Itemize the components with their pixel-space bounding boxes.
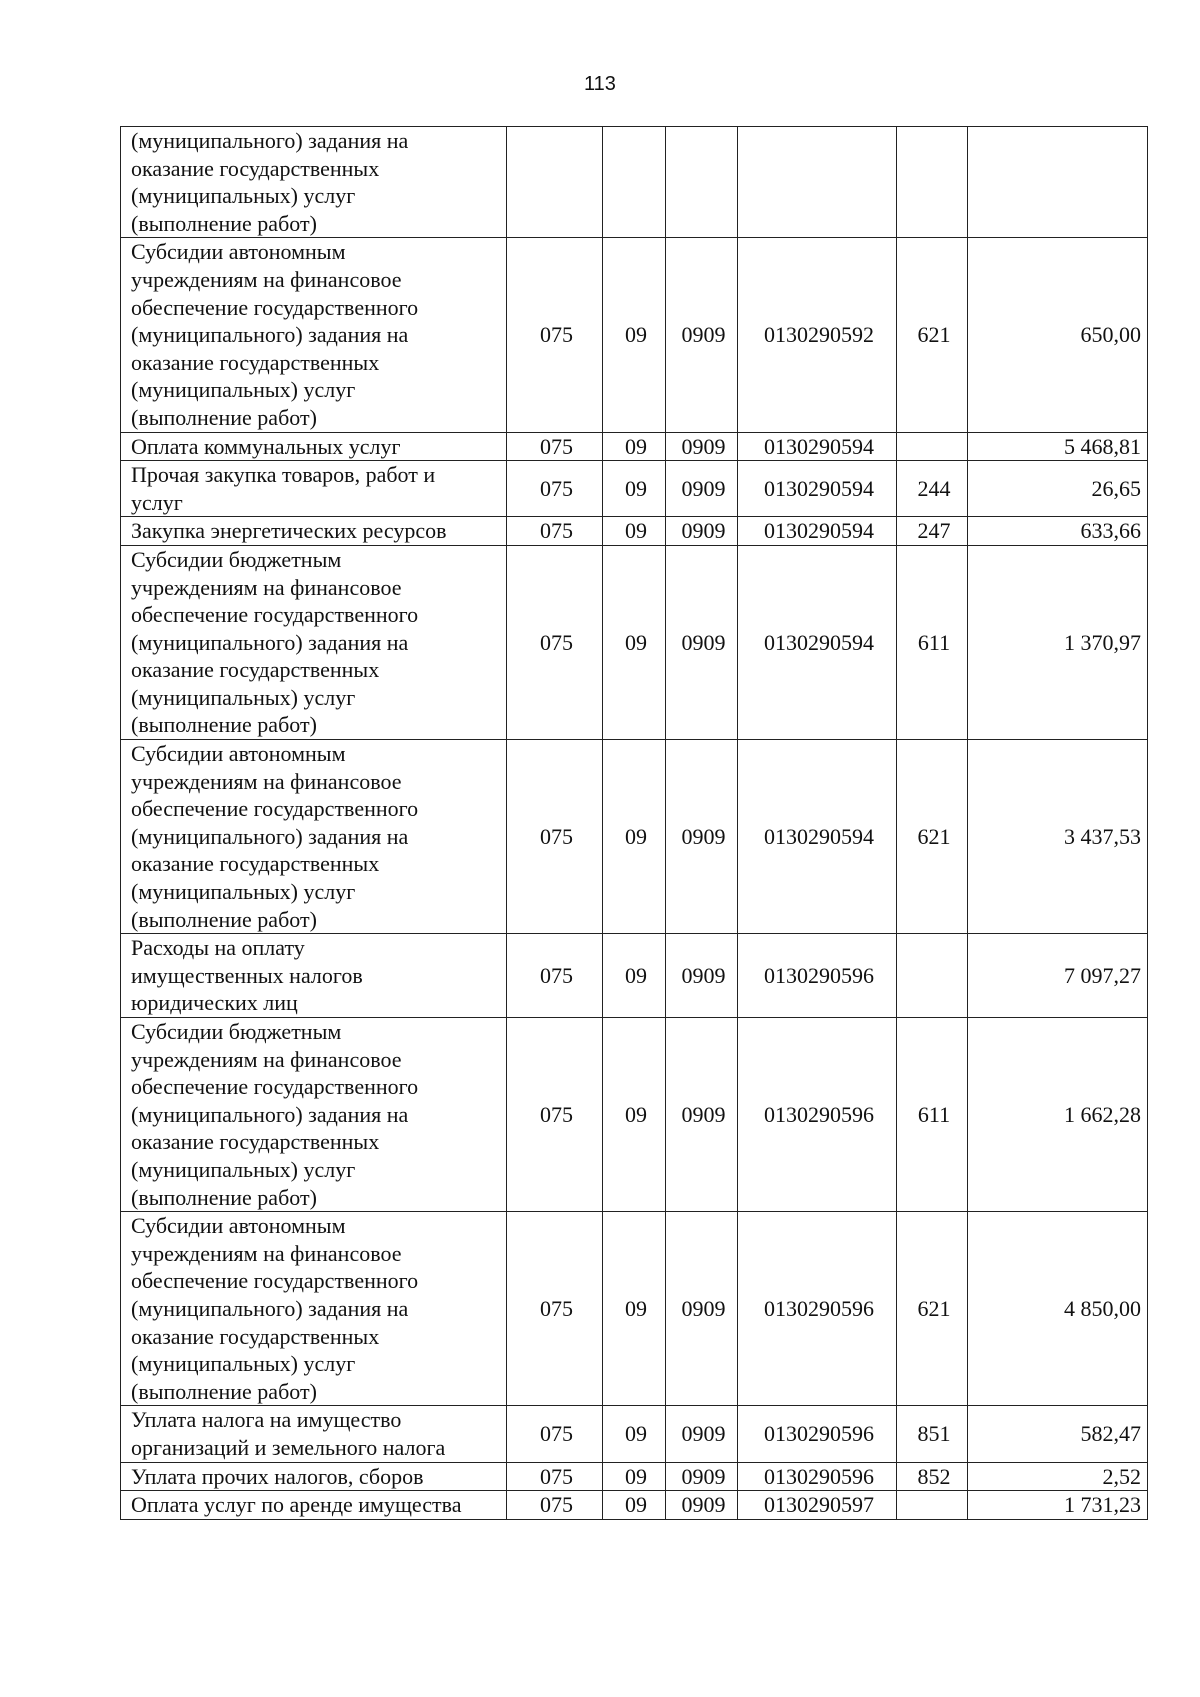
section-code-cell [603, 127, 666, 238]
admin-code-cell: 075 [507, 1406, 603, 1462]
table-row [121, 238, 1148, 432]
expense-kind-cell [897, 1491, 968, 1520]
amount-cell: 26,65 [968, 461, 1148, 517]
amount-cell: 3 437,53 [968, 740, 1148, 934]
section-code-cell: 09 [603, 934, 666, 1018]
table-row [121, 1462, 1148, 1491]
expense-kind-cell: 611 [897, 1018, 968, 1212]
expense-name: Уплата прочих налогов, сборов [131, 1463, 424, 1489]
expense-name: Оплата коммунальных услуг [131, 433, 401, 459]
subsection-code-cell: 0909 [666, 1406, 738, 1462]
target-article-cell: 0130290597 [738, 1491, 897, 1520]
subsection-code-cell: 0909 [666, 545, 738, 739]
target-article-cell: 0130290594 [738, 432, 897, 461]
section-code-cell: 09 [603, 238, 666, 432]
table-row [121, 461, 1148, 517]
expense-name-cell [121, 1406, 507, 1462]
subsection-code-cell: 0909 [666, 934, 738, 1018]
expense-name: Субсидии бюджетным учреждениям на финансовое обеспечение государственного (муниципального) задания на оказание государственных (муниципальных) услуг (выполнение работ) [131, 1019, 419, 1210]
expense-name-cell [121, 934, 507, 1018]
subsection-code-cell: 0909 [666, 432, 738, 461]
budget-table [120, 126, 1148, 1520]
target-article-cell: 0130290596 [738, 1018, 897, 1212]
expense-name: (муниципального) задания на оказание государственных (муниципальных) услуг (выполнение работ) [131, 128, 409, 236]
subsection-code-cell: 0909 [666, 238, 738, 432]
target-article-cell: 0130290594 [738, 740, 897, 934]
amount-cell: 1 662,28 [968, 1018, 1148, 1212]
subsection-code-cell: 0909 [666, 740, 738, 934]
admin-code-cell [507, 127, 603, 238]
expense-kind-cell [897, 432, 968, 461]
amount-cell: 1 370,97 [968, 545, 1148, 739]
table-row [121, 1212, 1148, 1406]
budget-table-body [121, 127, 1148, 1520]
amount-cell: 650,00 [968, 238, 1148, 432]
expense-name-cell [121, 432, 507, 461]
target-article-cell: 0130290596 [738, 1406, 897, 1462]
admin-code-cell: 075 [507, 545, 603, 739]
section-code-cell: 09 [603, 517, 666, 546]
target-article-cell: 0130290596 [738, 1212, 897, 1406]
expense-name-cell [121, 127, 507, 238]
admin-code-cell: 075 [507, 517, 603, 546]
section-code-cell: 09 [603, 740, 666, 934]
section-code-cell: 09 [603, 1491, 666, 1520]
target-article-cell: 0130290594 [738, 461, 897, 517]
subsection-code-cell: 0909 [666, 461, 738, 517]
expense-kind-cell [897, 934, 968, 1018]
admin-code-cell: 075 [507, 432, 603, 461]
expense-name-cell [121, 1491, 507, 1520]
admin-code-cell: 075 [507, 238, 603, 432]
expense-kind-cell: 621 [897, 238, 968, 432]
expense-kind-cell: 247 [897, 517, 968, 546]
subsection-code-cell [666, 127, 738, 238]
expense-kind-cell: 244 [897, 461, 968, 517]
expense-kind-cell: 621 [897, 1212, 968, 1406]
target-article-cell: 0130290594 [738, 545, 897, 739]
table-row [121, 127, 1148, 238]
admin-code-cell: 075 [507, 1462, 603, 1491]
table-row [121, 1406, 1148, 1462]
table-row [121, 1491, 1148, 1520]
section-code-cell: 09 [603, 1462, 666, 1491]
amount-cell: 2,52 [968, 1462, 1148, 1491]
expense-name-cell [121, 1212, 507, 1406]
expense-kind-cell: 611 [897, 545, 968, 739]
subsection-code-cell: 0909 [666, 1212, 738, 1406]
admin-code-cell: 075 [507, 934, 603, 1018]
section-code-cell: 09 [603, 1212, 666, 1406]
expense-kind-cell: 852 [897, 1462, 968, 1491]
amount-cell: 5 468,81 [968, 432, 1148, 461]
section-code-cell: 09 [603, 461, 666, 517]
admin-code-cell: 075 [507, 1018, 603, 1212]
amount-cell: 4 850,00 [968, 1212, 1148, 1406]
expense-name: Субсидии автономным учреждениям на финансовое обеспечение государственного (муниципального) задания на оказание государственных (муниципальных) услуг (выполнение работ) [131, 239, 419, 430]
amount-cell: 582,47 [968, 1406, 1148, 1462]
section-code-cell: 09 [603, 545, 666, 739]
expense-name: Прочая закупка товаров, работ и услуг [131, 462, 436, 515]
amount-cell: 633,66 [968, 517, 1148, 546]
admin-code-cell: 075 [507, 1491, 603, 1520]
admin-code-cell: 075 [507, 461, 603, 517]
subsection-code-cell: 0909 [666, 517, 738, 546]
table-row [121, 545, 1148, 739]
expense-name-cell [121, 545, 507, 739]
table-row [121, 432, 1148, 461]
expense-name: Субсидии бюджетным учреждениям на финансовое обеспечение государственного (муниципального) задания на оказание государственных (муниципальных) услуг (выполнение работ) [131, 546, 419, 738]
table-row [121, 517, 1148, 546]
subsection-code-cell: 0909 [666, 1491, 738, 1520]
expense-name-cell [121, 461, 507, 517]
expense-name-cell [121, 1018, 507, 1212]
expense-name: Субсидии автономным учреждениям на финансовое обеспечение государственного (муниципального) задания на оказание государственных (муниципальных) услуг (выполнение работ) [131, 741, 419, 932]
expense-name: Закупка энергетических ресурсов [131, 518, 447, 544]
amount-cell [968, 127, 1148, 238]
expense-name-cell [121, 238, 507, 432]
expense-name: Субсидии автономным учреждениям на финансовое обеспечение государственного (муниципального) задания на оказание государственных (муниципальных) услуг (выполнение работ) [131, 1213, 419, 1404]
subsection-code-cell: 0909 [666, 1018, 738, 1212]
table-row [121, 934, 1148, 1018]
target-article-cell: 0130290596 [738, 934, 897, 1018]
expense-kind-cell: 621 [897, 740, 968, 934]
expense-kind-cell [897, 127, 968, 238]
target-article-cell [738, 127, 897, 238]
target-article-cell: 0130290592 [738, 238, 897, 432]
expense-name-cell [121, 517, 507, 546]
expense-name-cell [121, 1462, 507, 1491]
section-code-cell: 09 [603, 1406, 666, 1462]
expense-name-cell [121, 740, 507, 934]
section-code-cell: 09 [603, 1018, 666, 1212]
expense-name: Оплата услуг по аренде имущества [131, 1492, 462, 1518]
expense-name: Уплата налога на имущество организаций и земельного налога [131, 1407, 446, 1460]
expense-name: Расходы на оплату имущественных налогов юридических лиц [131, 935, 363, 1016]
expense-kind-cell: 851 [897, 1406, 968, 1462]
subsection-code-cell: 0909 [666, 1462, 738, 1491]
table-row [121, 740, 1148, 934]
section-code-cell: 09 [603, 432, 666, 461]
amount-cell: 7 097,27 [968, 934, 1148, 1018]
target-article-cell: 0130290596 [738, 1462, 897, 1491]
table-row [121, 1018, 1148, 1212]
admin-code-cell: 075 [507, 1212, 603, 1406]
target-article-cell: 0130290594 [738, 517, 897, 546]
admin-code-cell: 075 [507, 740, 603, 934]
page-number: 113 [584, 73, 616, 95]
amount-cell: 1 731,23 [968, 1491, 1148, 1520]
